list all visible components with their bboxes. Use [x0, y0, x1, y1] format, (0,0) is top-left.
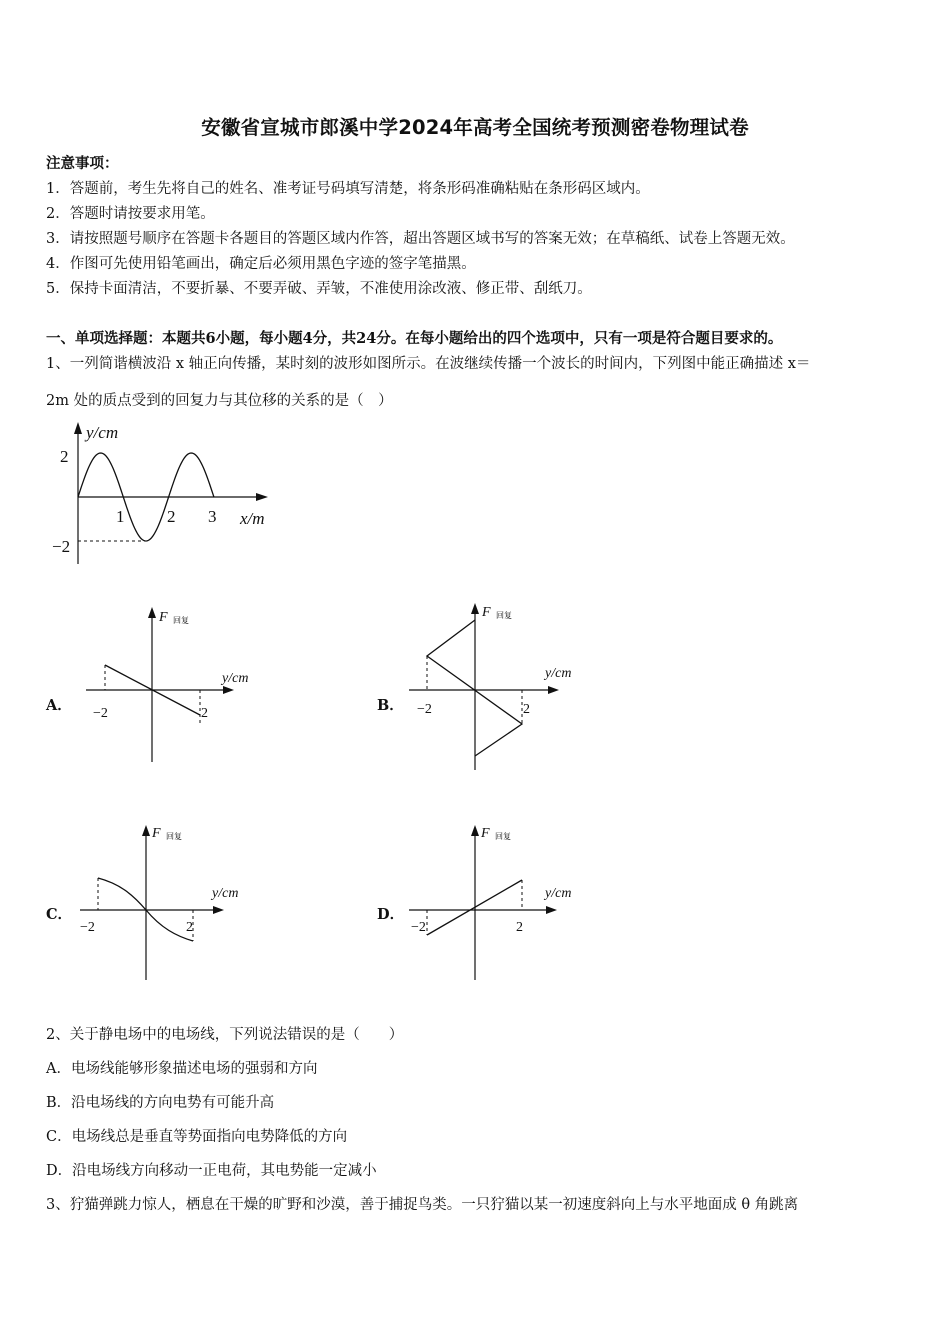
- wave-tick-x-1: 1: [116, 507, 125, 526]
- question-2-option-b[interactable]: B．沿电场线的方向电势有可能升高: [46, 1095, 275, 1111]
- option-d-f-subscript: 回复: [495, 832, 511, 841]
- option-a-tick-neg: −2: [93, 706, 108, 721]
- option-b-f-label: F: [482, 605, 491, 620]
- option-c-y-arrow: [213, 906, 224, 914]
- notice-item-1: 1．答题前，考生先将自己的姓名、准考证号码填写清楚，将条形码准确粘贴在条形码区域内。: [46, 181, 650, 197]
- wave-x-arrow: [256, 493, 268, 501]
- wave-tick-x-3: 3: [208, 507, 217, 526]
- question-2-stem: 2、关于静电场中的电场线，下列说法错误的是（ ）: [46, 1027, 404, 1043]
- option-a-label[interactable]: A．: [46, 697, 72, 714]
- option-b-label[interactable]: B．: [377, 697, 404, 714]
- notice-heading: 注意事项：: [46, 155, 119, 172]
- option-b-y-label: y/cm: [545, 666, 572, 681]
- option-a-y-label: y/cm: [222, 671, 249, 686]
- wave-x-label: x/m: [240, 509, 265, 528]
- section-1-heading: 一、单项选择题：本题共6小题，每小题4分，共24分。在每小题给出的四个选项中，只有一项是符合题目要求的。: [46, 330, 783, 347]
- option-d-tick-neg: −2: [411, 920, 426, 935]
- option-a-f-subscript: 回复: [173, 616, 189, 625]
- option-c-graph[interactable]: [76, 818, 276, 984]
- option-b-f-subscript: 回复: [496, 611, 512, 620]
- option-c-label[interactable]: C．: [46, 906, 73, 923]
- option-d-graph[interactable]: [405, 818, 605, 984]
- option-a-f-arrow: [148, 607, 156, 618]
- paper-title: 安徽省宣城市郎溪中学2024年高考全国统考预测密卷物理试卷: [201, 116, 749, 139]
- wave-graph: [40, 418, 290, 570]
- option-c-tick-pos: 2: [186, 920, 193, 935]
- notice-item-2: 2．答题时请按要求用笔。: [46, 206, 215, 222]
- wave-tick-y-pos: 2: [60, 447, 69, 466]
- option-d-label[interactable]: D．: [377, 906, 405, 923]
- option-d-tick-pos: 2: [516, 920, 523, 935]
- question-1-stem-line1: 1、一列简谐横波沿 x 轴正向传播，某时刻的波形如图所示。在波继续传播一个波长的时间内，下列图中能正确描述 x＝: [46, 356, 811, 372]
- wave-tick-y-neg: −2: [52, 537, 71, 556]
- option-d-f-arrow: [471, 825, 479, 836]
- option-b-f-arrow: [471, 603, 479, 614]
- option-b-y-arrow: [548, 686, 559, 694]
- option-c-y-label: y/cm: [212, 886, 239, 901]
- option-d-y-arrow: [546, 906, 557, 914]
- option-b-tick-pos: 2: [523, 702, 530, 717]
- option-c-f-label: F: [152, 826, 161, 841]
- wave-tick-x-2: 2: [167, 507, 176, 526]
- notice-item-5: 5．保持卡面清洁，不要折暴、不要弄破、弄皱，不准使用涂改液、修正带、刮纸刀。: [46, 281, 592, 297]
- notice-item-4: 4．作图可先使用铅笔画出，确定后必须用黑色字迹的签字笔描黑。: [46, 256, 476, 272]
- option-c-f-subscript: 回复: [166, 832, 182, 841]
- question-3-stem: 3、狞猫弹跳力惊人，栖息在干燥的旷野和沙漠，善于捕捉鸟类。一只狞猫以某一初速度斜向上与水平地面成 θ 角跳离: [46, 1197, 799, 1213]
- wave-y-label: y/cm: [86, 423, 119, 442]
- question-1-stem-line2: 2m 处的质点受到的回复力与其位移的关系的是（ ）: [46, 393, 393, 409]
- option-a-f-label: F: [159, 610, 168, 625]
- option-a-graph[interactable]: [80, 600, 280, 766]
- option-d-f-label: F: [481, 826, 490, 841]
- option-a-y-arrow: [223, 686, 234, 694]
- question-2-option-d[interactable]: D．沿电场线方向移动一正电荷，其电势能一定减小: [46, 1163, 377, 1179]
- wave-y-arrow: [74, 422, 82, 434]
- option-c-tick-neg: −2: [80, 920, 95, 935]
- option-b-tick-neg: −2: [417, 702, 432, 717]
- option-a-tick-pos: 2: [201, 706, 208, 721]
- option-c-f-arrow: [142, 825, 150, 836]
- option-b-graph[interactable]: [405, 598, 605, 774]
- question-2-option-c[interactable]: C．电场线总是垂直等势面指向电势降低的方向: [46, 1129, 348, 1145]
- notice-item-3: 3．请按照题号顺序在答题卡各题目的答题区域内作答，超出答题区域书写的答案无效；在草稿纸、试卷上答题无效。: [46, 231, 795, 247]
- question-2-option-a[interactable]: A．电场线能够形象描述电场的强弱和方向: [46, 1061, 318, 1077]
- option-d-y-label: y/cm: [545, 886, 572, 901]
